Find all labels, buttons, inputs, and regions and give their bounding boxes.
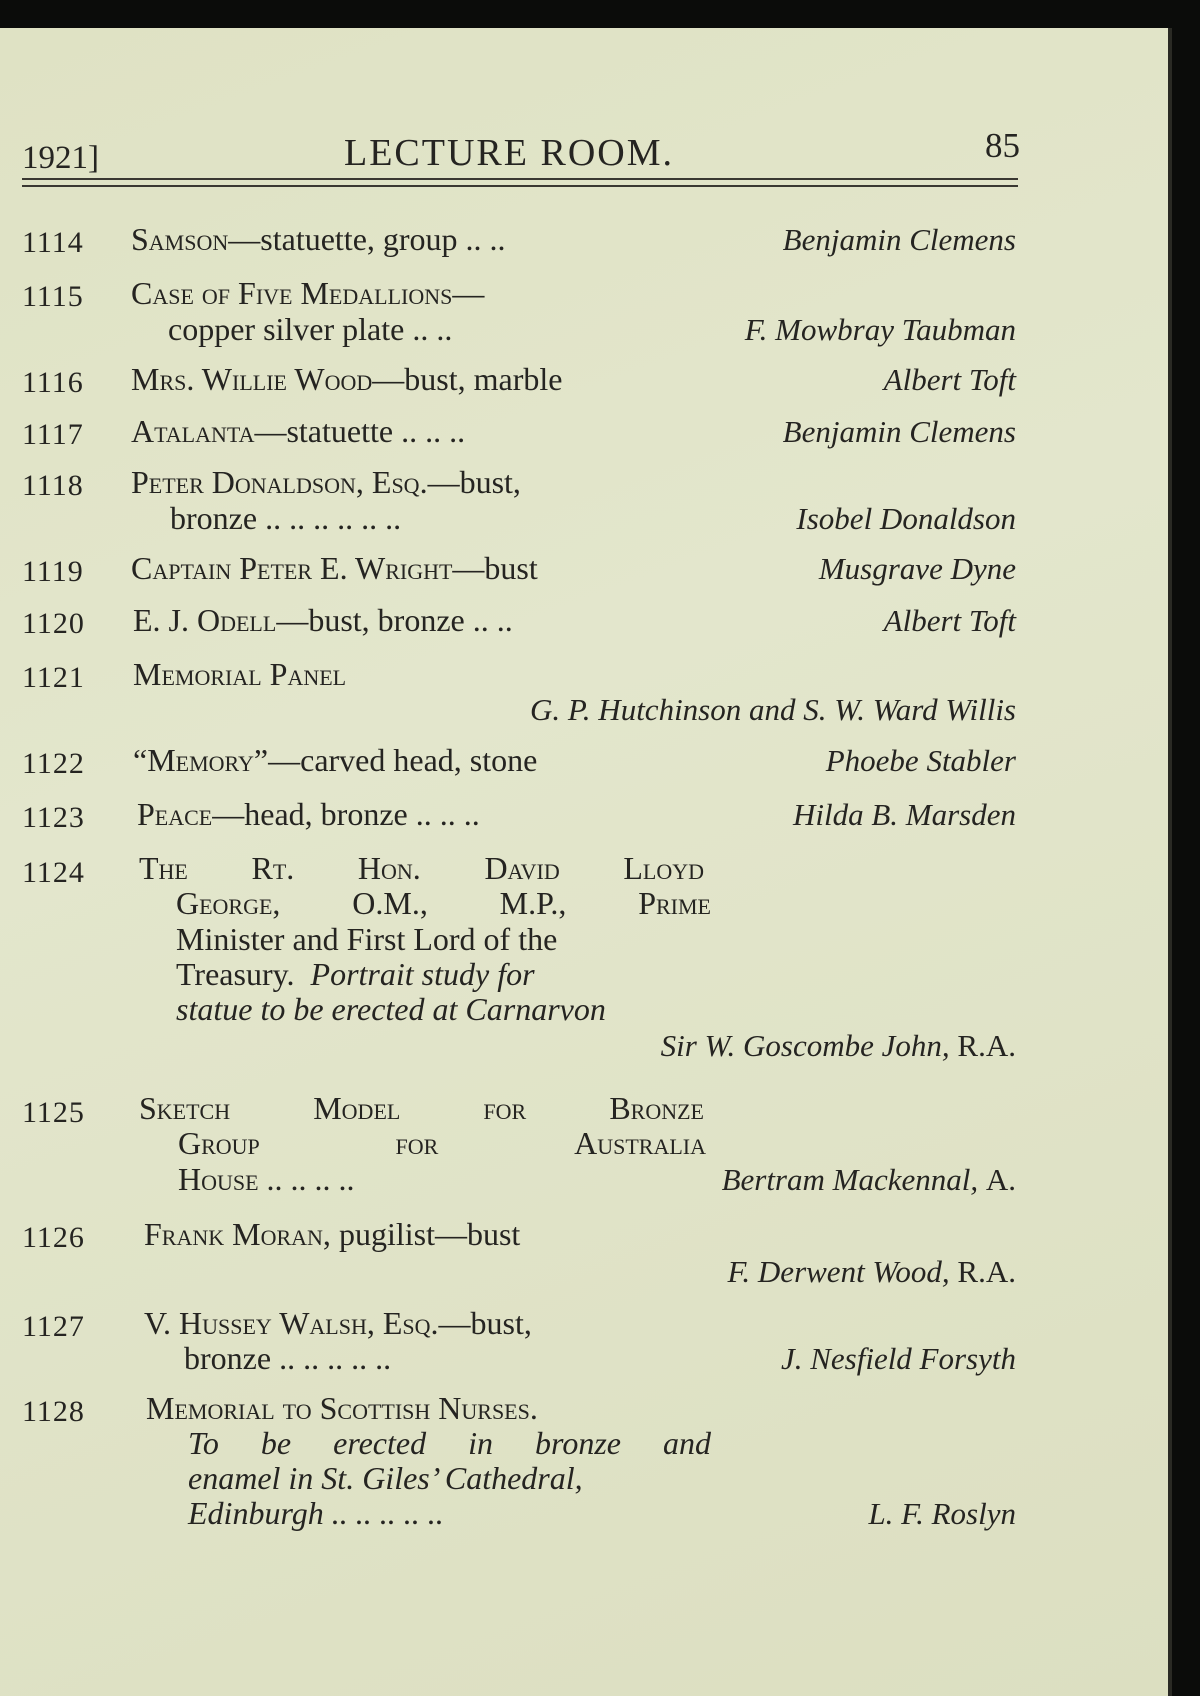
entry-title-word: Rt. [251, 850, 295, 886]
entry-title: Atalanta [131, 413, 255, 449]
entry-artist: Hilda B. Marsden [792, 797, 1016, 832]
entry-number: 1115 [22, 280, 84, 313]
entry-title-word: for [483, 1090, 527, 1126]
entry-number: 1127 [22, 1310, 85, 1343]
entry-title: Peter Donaldson, Esq. [131, 464, 428, 500]
entry-artist: Albert Toft [883, 362, 1016, 397]
entry-title-word: Lloyd [623, 850, 704, 886]
entry-number: 1119 [22, 555, 84, 588]
entry-title-word: The [139, 850, 188, 886]
entry-title-line [131, 361, 562, 398]
entry-title-line [133, 656, 346, 693]
entry-title-line [176, 885, 711, 922]
entry-description [176, 956, 535, 993]
entry-title-word: O.M., [352, 885, 428, 921]
entry-description: — [452, 275, 485, 311]
entry-title: E. J. Odell [133, 602, 277, 638]
artist-name: F. Derwent Wood, [727, 1254, 950, 1289]
entry-title: “Memory” [133, 742, 269, 778]
entry-title-line [131, 275, 484, 312]
entry-number: 1120 [22, 607, 85, 640]
entry-title-word: Prime [638, 885, 711, 921]
entry-artist: Albert Toft [883, 603, 1016, 638]
entry-description: —bust, [427, 464, 521, 500]
entry-note: statue to be erected at Carnarvon [176, 991, 606, 1027]
entry-title-word: George, [176, 885, 281, 921]
entry-artist [722, 1162, 1016, 1198]
entry-number: 1128 [22, 1395, 85, 1428]
entry-title: Frank Moran, [144, 1216, 331, 1252]
entry-number: 1121 [22, 661, 85, 694]
entry-artist [661, 1028, 1016, 1064]
entry-title-line [133, 742, 537, 779]
entry-title-word: Group [178, 1125, 260, 1161]
entry-artist [727, 1254, 1016, 1290]
entry-title-word: Model [313, 1090, 401, 1126]
entry-title-word: Bronze [609, 1090, 704, 1126]
entry-title-line [139, 1090, 704, 1127]
entry-title: Captain Peter E. Wright [131, 550, 453, 586]
entry-title-line [137, 796, 480, 833]
entry-description: —bust, marble [372, 361, 563, 397]
entry-title-word: Sketch [139, 1090, 231, 1126]
entry-number: 1125 [22, 1096, 85, 1129]
entry-title-line [178, 1125, 706, 1162]
entry-title-word: M.P., [499, 885, 567, 921]
entry-title-line [133, 602, 513, 639]
entry-title-line [131, 550, 538, 587]
entry-note-word: erected [333, 1425, 427, 1461]
running-head-title: LECTURE ROOM. [344, 132, 674, 174]
entry-artist: Isobel Donaldson [796, 501, 1016, 536]
entry-description: —carved head, stone [268, 742, 538, 778]
artist-rank: A. [985, 1162, 1016, 1197]
entry-title-word: David [484, 850, 560, 886]
artist-name: Bertram Mackennal, [721, 1162, 979, 1197]
entry-artist: Benjamin Clemens [782, 222, 1016, 257]
entry-note-word: in [468, 1425, 494, 1461]
entry-title-line [139, 850, 704, 887]
entry-note: Portrait study for [310, 956, 535, 992]
entry-title: Case of Five Medallions [131, 275, 453, 311]
entry-number: 1123 [22, 801, 85, 834]
page-number: 85 [985, 126, 1020, 165]
entry-description: pugilist—bust [330, 1216, 521, 1252]
entry-title: Samson [131, 221, 229, 257]
artist-rank: R.A. [957, 1028, 1016, 1063]
entry-description: —bust, [438, 1305, 532, 1341]
entry-number: 1114 [22, 226, 84, 259]
entry-description: —bust [452, 550, 538, 586]
entry-description: —statuette .. .. .. [254, 413, 466, 449]
entry-artist: F. Mowbray Taubman [744, 312, 1016, 347]
entry-title-line [144, 1216, 520, 1253]
entry-description: —head, bronze .. .. .. [212, 796, 480, 832]
entry-title-line [131, 413, 465, 450]
entry-title: Memorial to Scottish Nurses. [146, 1390, 538, 1426]
entry-description-text: Treasury. [176, 956, 295, 992]
entry-title: V. Hussey Walsh, Esq. [144, 1305, 439, 1341]
entry-description: bronze .. .. .. .. .. .. [170, 500, 402, 536]
entry-artist: J. Nesfield Forsyth [780, 1341, 1016, 1376]
entry-artist: L. F. Roslyn [868, 1496, 1016, 1531]
entry-title-word: Hon. [357, 850, 421, 886]
entry-number: 1126 [22, 1221, 85, 1254]
entry-title-line: House .. .. .. .. [178, 1161, 355, 1197]
entry-note-word: bronze [535, 1425, 621, 1461]
entry-artist: Musgrave Dyne [818, 551, 1016, 586]
entry-title: Peace [137, 796, 213, 832]
entry-number: 1117 [22, 418, 84, 451]
entry-note-word: and [663, 1425, 711, 1461]
entry-note: Edinburgh .. .. .. .. .. [188, 1495, 444, 1531]
catalogue-page [0, 28, 1172, 1696]
entry-number: 1124 [22, 856, 85, 889]
running-head-year: 1921] [22, 140, 99, 176]
entry-description: —bust, bronze .. .. [276, 602, 513, 638]
artist-rank: R.A. [957, 1254, 1016, 1289]
header-rule [22, 178, 1018, 180]
entry-artist: G. P. Hutchinson and S. W. Ward Willis [529, 692, 1016, 727]
entry-artist: Benjamin Clemens [782, 414, 1016, 449]
entry-artist: Phoebe Stabler [825, 743, 1016, 778]
entry-description: bronze .. .. .. .. .. [184, 1340, 392, 1376]
entry-title-line [144, 1305, 532, 1342]
artist-name: Sir W. Goscombe John, [660, 1028, 950, 1063]
entry-number: 1116 [22, 366, 84, 399]
entry-note: enamel in St. Giles’ Cathedral, [188, 1460, 583, 1496]
entry-title-line [131, 464, 521, 501]
entry-title: Memorial Panel [133, 656, 347, 692]
entry-description: —statuette, group .. .. [228, 221, 506, 257]
entry-title-word: Australia [574, 1125, 706, 1161]
entry-number: 1118 [22, 469, 84, 502]
entry-description: Minister and First Lord of the [176, 921, 558, 957]
entry-title-line [131, 221, 506, 258]
header-rule [22, 185, 1018, 187]
entry-title: Mrs. Willie Wood [131, 361, 373, 397]
entry-note-word: be [260, 1425, 292, 1461]
entry-number: 1122 [22, 747, 85, 780]
entry-note [188, 1425, 711, 1462]
entry-title-word: for [395, 1125, 439, 1161]
entry-description: copper silver plate .. .. [168, 311, 453, 347]
entry-note-word: To [188, 1425, 219, 1461]
